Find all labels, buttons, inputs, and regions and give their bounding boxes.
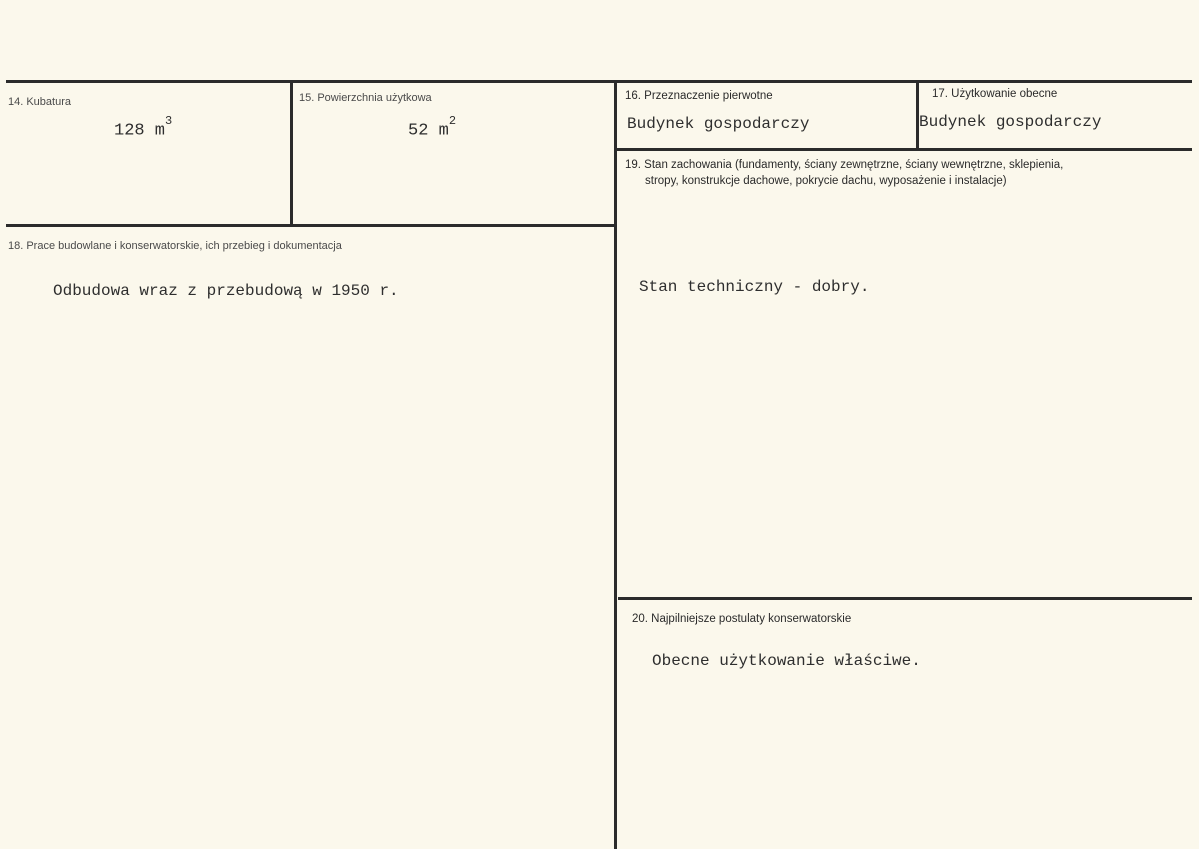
field-18-value: Odbudowa wraz z przebudową w 1950 r. (53, 282, 399, 300)
field-20-value: Obecne użytkowanie właściwe. (652, 652, 921, 670)
field-15-label: 15. Powierzchnia użytkowa (299, 92, 432, 104)
field-14-number: 128 m (114, 121, 166, 141)
divider-left-right (614, 80, 617, 849)
rule-under-16-17 (614, 148, 1192, 151)
field-14-exponent: 3 (165, 114, 173, 128)
field-14-value (114, 114, 173, 141)
rule-under-14-15 (6, 224, 616, 227)
field-19-value: Stan techniczny - dobry. (639, 278, 870, 296)
field-17-label: 17. Użytkowanie obecne (932, 88, 1058, 100)
field-18-label: 18. Prace budowlane i konserwatorskie, ich przebieg i dokumentacja (8, 240, 342, 252)
field-19-label-line2: stropy, konstrukcje dachowe, pokrycie dachu, wyposażenie i instalacje) (645, 175, 1007, 187)
field-19-label-line1: 19. Stan zachowania (fundamenty, ściany zewnętrzne, ściany wewnętrzne, sklepienia, (625, 159, 1064, 171)
rule-above-20 (618, 597, 1192, 600)
field-16-label: 16. Przeznaczenie pierwotne (625, 90, 773, 102)
field-16-value: Budynek gospodarczy (627, 115, 810, 133)
field-15-number: 52 m (408, 121, 449, 141)
field-14-label: 14. Kubatura (8, 96, 71, 108)
field-15-exponent: 2 (448, 114, 457, 128)
divider-14-15 (290, 81, 293, 226)
field-20-label: 20. Najpilniejsze postulaty konserwatorskie (632, 613, 852, 625)
field-15-value (408, 114, 457, 141)
field-17-value: Budynek gospodarczy (919, 113, 1102, 131)
top-rule (6, 80, 1192, 83)
